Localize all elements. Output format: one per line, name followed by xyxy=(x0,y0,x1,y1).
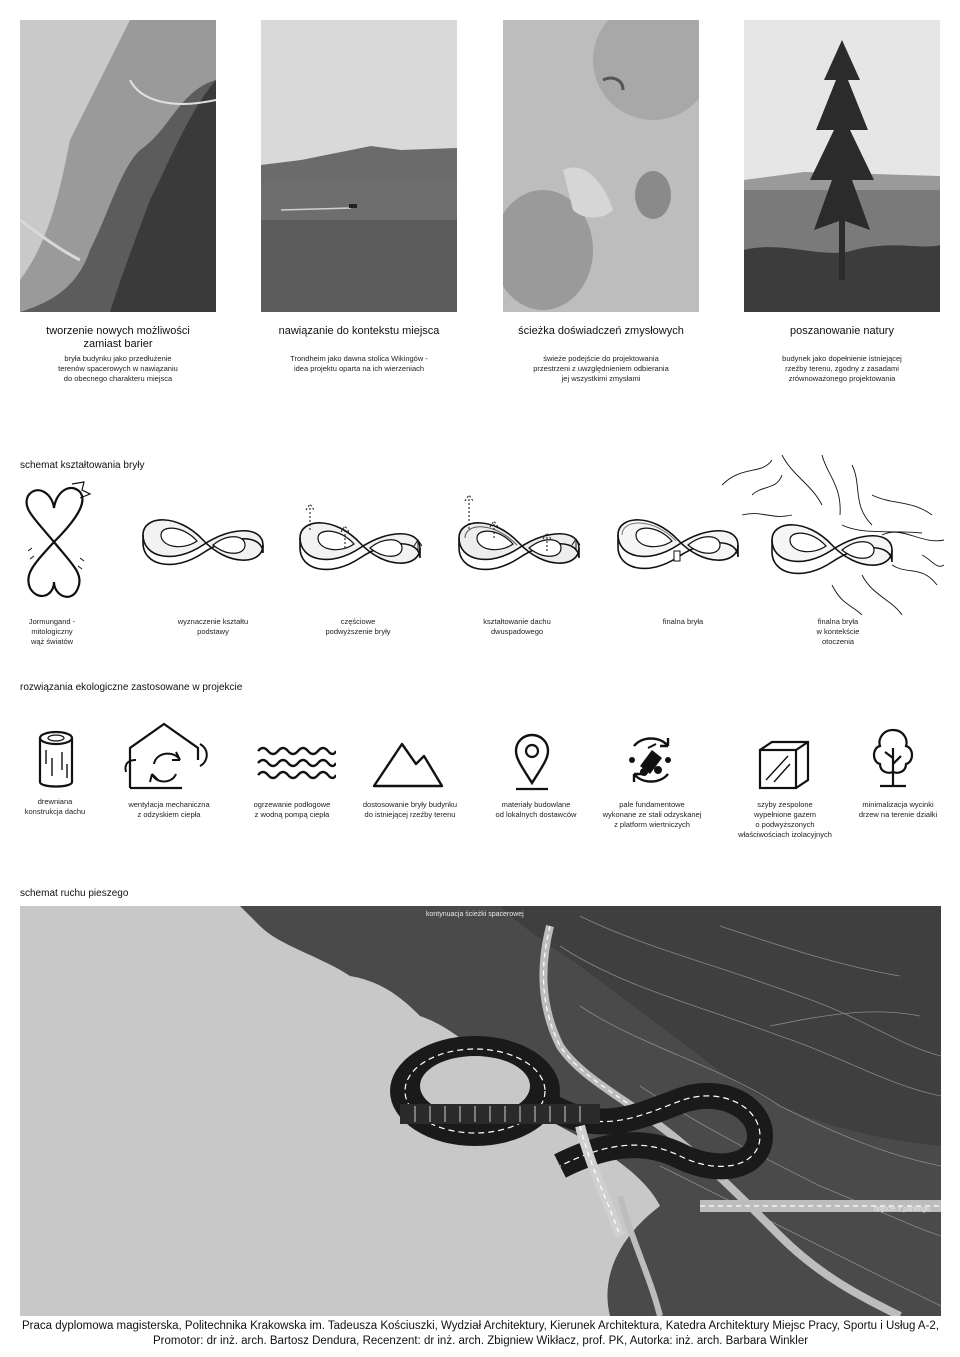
glazing-icon xyxy=(756,740,812,797)
water-waves-icon xyxy=(256,746,336,785)
eco-caption-5: materiały budowlane od lokalnych dostawców xyxy=(495,800,577,819)
eco-caption-4: dostosowanie bryły budynku do istniejącej rzeźby terenu xyxy=(362,800,458,819)
footer-credits: Praca dyplomowa magisterska, Politechnika Krakowska im. Tadeusza Kościuszki, Wydział Architektury, Kierunek Architektura, Katedra Architektury Miejsc Pracy, Sportu i Usług A-2, Promotor: dr inż. arch. Bartosz Dendura, Recenzent: dr inż. arch. Zbigniew Wikłacz, prof. PK, Autorka: inż. arch. Barbara Winkler xyxy=(21,1320,940,1347)
serpent-icon xyxy=(14,478,94,611)
massing-title: schemat kształtowania bryły xyxy=(20,460,145,471)
map-label-walkway: kontynuacja ścieżki spacerowej xyxy=(426,911,524,918)
eco-caption-6: pale fundamentowe wykonane ze stali odzyskanej z platform wiertniczych xyxy=(602,800,702,829)
photo-2-desc: Trondheim jako dawna stolica Wikingów - idea projektu oparta na ich wierzeniach xyxy=(290,354,428,373)
base-shape-diagram xyxy=(133,505,273,590)
eco-caption-2: wentylacja mechaniczna z odzyskiem ciepła xyxy=(128,800,210,819)
photo-4-desc: budynek jako dopełnienie istniejącej rzeźby terenu, zgodny z zasadami zrównoważonego projektowania xyxy=(782,354,902,383)
massing-step-3-caption: częściowe podwyższenie bryły xyxy=(325,617,391,636)
photo-3-desc: świeże podejście do projektowania przestrzeni z uwzględnieniem odbierania jej wszystkimi zmysłami xyxy=(533,354,669,383)
eco-caption-8: minimalizacja wycinki drzew na terenie działki xyxy=(858,800,938,819)
massing-step-6-caption: finalna bryła w kontekście otoczenia xyxy=(816,617,860,646)
eco-title: rozwiązania ekologiczne zastosowane w projekcie xyxy=(20,682,243,693)
eco-caption-3: ogrzewanie podłogowe z wodną pompą ciepła xyxy=(253,800,331,819)
coast-photo xyxy=(20,20,216,312)
tree-icon xyxy=(870,728,916,793)
photo-4-title: poszanowanie natury xyxy=(790,325,894,337)
photo-1-desc: bryła budynku jako przedłużenie terenów spacerowych w nawiązaniu do obecnego charakteru miejsca xyxy=(58,354,178,383)
raise-diagram xyxy=(290,500,430,595)
eco-caption-7: szyby zespolone wypełnione gazem o podwyższonych właściwościach izolacyjnych xyxy=(738,800,832,839)
massing-step-2-caption: wyznaczenie kształtu podstawy xyxy=(177,617,249,636)
recycle-icon xyxy=(622,732,678,793)
map-label-parking: dojście z parkingu xyxy=(874,1206,931,1213)
location-pin-icon xyxy=(512,733,552,798)
massing-step-5-caption: finalna bryła xyxy=(662,617,704,626)
pine-tree-photo xyxy=(744,20,940,312)
wood-log-icon xyxy=(34,730,78,795)
eco-caption-1: drewniana konstrukcja dachu xyxy=(24,797,86,816)
sea-photo xyxy=(261,20,457,312)
photo-1-title: tworzenie nowych możliwości zamiast barier xyxy=(46,325,190,350)
roof-diagram xyxy=(449,493,589,595)
pedestrian-map xyxy=(20,906,941,1316)
pedestrian-title: schemat ruchu pieszego xyxy=(20,888,129,899)
photo-3-title: ścieżka doświadczeń zmysłowych xyxy=(518,325,684,337)
photo-2-title: nawiązanie do kontekstu miejsca xyxy=(278,325,440,337)
context-diagram xyxy=(722,455,944,620)
mountain-icon xyxy=(372,740,444,795)
ventilation-icon xyxy=(124,720,214,797)
faces-photo xyxy=(503,20,699,312)
massing-step-1-caption: Jormungand - mitologiczny wąż światów xyxy=(28,617,76,646)
massing-step-4-caption: kształtowanie dachu dwuspadowego xyxy=(483,617,551,636)
